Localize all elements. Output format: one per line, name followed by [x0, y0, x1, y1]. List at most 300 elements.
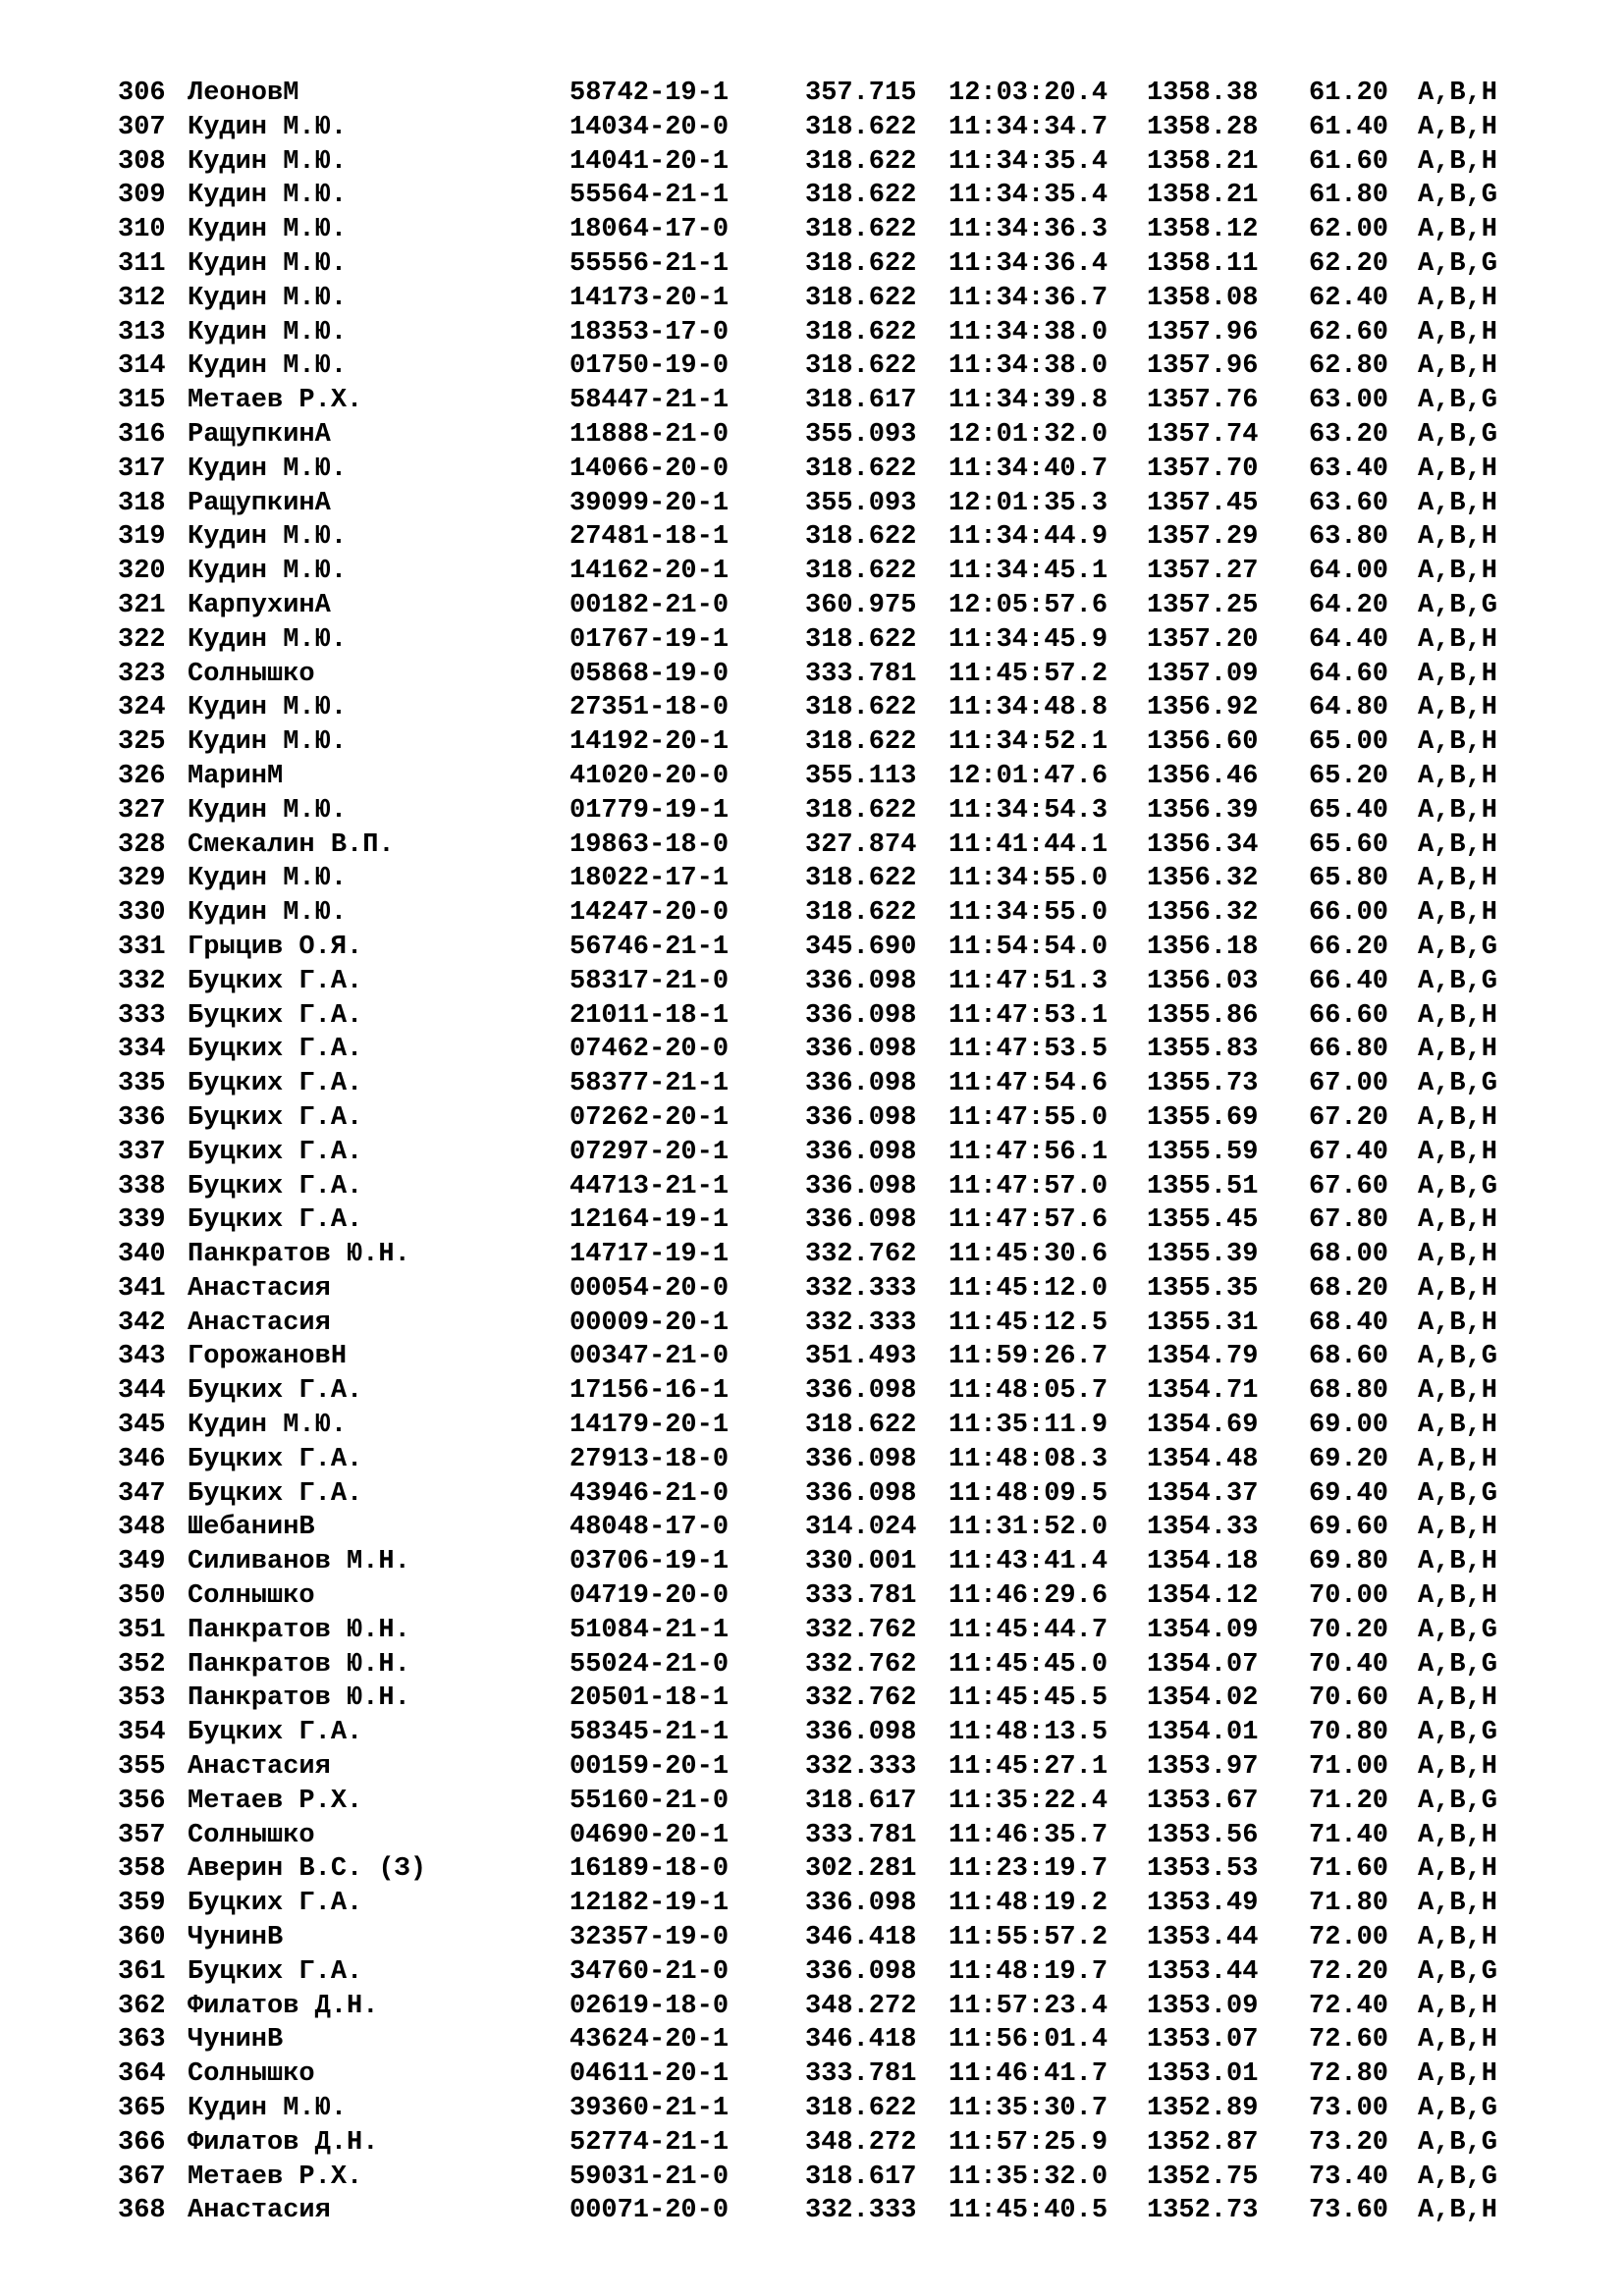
- place-number: 338: [118, 1171, 166, 1201]
- points: 66.80: [1309, 1035, 1389, 1065]
- distance: 318.622: [805, 522, 917, 553]
- distance: 357.715: [805, 79, 917, 108]
- ring-number: 34760-21-0: [569, 1956, 730, 1987]
- place-number: 309: [118, 181, 166, 211]
- distance: 318.622: [805, 317, 917, 347]
- classes: A,B,G: [1418, 419, 1498, 450]
- speed: 1352.87: [1147, 2127, 1259, 2158]
- arrival-time: 11:45:44.7: [948, 1615, 1109, 1645]
- classes: A,B,H: [1418, 864, 1498, 894]
- classes: A,B,H: [1418, 659, 1498, 689]
- classes: A,B,G: [1418, 1171, 1498, 1201]
- speed: 1354.12: [1147, 1581, 1259, 1612]
- place-number: 354: [118, 1718, 166, 1748]
- distance: 332.762: [805, 1615, 917, 1645]
- distance: 336.098: [805, 1889, 917, 1919]
- speed: 1355.35: [1147, 1273, 1259, 1304]
- classes: A,B,H: [1418, 1273, 1498, 1304]
- fancier-name: Кудин М.Ю.: [188, 2094, 348, 2124]
- arrival-time: 11:48:05.7: [948, 1376, 1109, 1407]
- distance: 346.418: [805, 2025, 917, 2056]
- place-number: 358: [118, 1854, 166, 1885]
- arrival-time: 11:56:01.4: [948, 2025, 1109, 2056]
- classes: A,B,G: [1418, 590, 1498, 620]
- points: 61.20: [1309, 79, 1389, 108]
- speed: 1355.45: [1147, 1205, 1259, 1236]
- ring-number: 14247-20-0: [569, 898, 730, 929]
- ring-number: 51084-21-1: [569, 1615, 730, 1645]
- place-number: 336: [118, 1102, 166, 1133]
- ring-number: 27481-18-1: [569, 522, 730, 553]
- ring-number: 00159-20-1: [569, 1752, 730, 1783]
- place-number: 334: [118, 1035, 166, 1065]
- arrival-time: 11:45:12.5: [948, 1308, 1109, 1338]
- ring-number: 07297-20-1: [569, 1137, 730, 1167]
- place-number: 335: [118, 1069, 166, 1099]
- arrival-time: 11:43:41.4: [948, 1547, 1109, 1577]
- classes: A,B,H: [1418, 761, 1498, 791]
- speed: 1357.27: [1147, 557, 1259, 587]
- arrival-time: 11:45:57.2: [948, 659, 1109, 689]
- classes: A,B,G: [1418, 2127, 1498, 2158]
- classes: A,B,G: [1418, 1786, 1498, 1816]
- points: 65.60: [1309, 829, 1389, 860]
- classes: A,B,G: [1418, 1956, 1498, 1987]
- fancier-name: Кудин М.Ю.: [188, 693, 348, 723]
- fancier-name: Кудин М.Ю.: [188, 454, 348, 484]
- distance: 332.762: [805, 1649, 917, 1680]
- arrival-time: 11:48:13.5: [948, 1718, 1109, 1748]
- place-number: 337: [118, 1137, 166, 1167]
- place-number: 368: [118, 2196, 166, 2226]
- arrival-time: 11:45:45.0: [948, 1649, 1109, 1680]
- classes: A,B,H: [1418, 1240, 1498, 1270]
- classes: A,B,H: [1418, 112, 1498, 142]
- points: 66.60: [1309, 1000, 1389, 1031]
- speed: 1354.79: [1147, 1342, 1259, 1372]
- ring-number: 14173-20-1: [569, 283, 730, 313]
- points: 63.40: [1309, 454, 1389, 484]
- points: 63.00: [1309, 386, 1389, 416]
- fancier-name: Панкратов Ю.Н.: [188, 1615, 410, 1645]
- place-number: 318: [118, 488, 166, 518]
- speed: 1356.46: [1147, 761, 1259, 791]
- points: 66.00: [1309, 898, 1389, 929]
- speed: 1353.44: [1147, 1956, 1259, 1987]
- speed: 1356.34: [1147, 829, 1259, 860]
- arrival-time: 11:47:53.5: [948, 1035, 1109, 1065]
- distance: 332.333: [805, 1273, 917, 1304]
- fancier-name: Кудин М.Ю.: [188, 727, 348, 758]
- ring-number: 58317-21-0: [569, 966, 730, 996]
- place-number: 339: [118, 1205, 166, 1236]
- speed: 1356.39: [1147, 795, 1259, 826]
- classes: A,B,H: [1418, 1547, 1498, 1577]
- speed: 1358.38: [1147, 79, 1259, 108]
- classes: A,B,H: [1418, 1752, 1498, 1783]
- ring-number: 14179-20-1: [569, 1411, 730, 1441]
- speed: 1358.28: [1147, 112, 1259, 142]
- points: 64.40: [1309, 624, 1389, 655]
- fancier-name: Кудин М.Ю.: [188, 557, 348, 587]
- arrival-time: 11:47:56.1: [948, 1137, 1109, 1167]
- place-number: 346: [118, 1444, 166, 1474]
- distance: 318.622: [805, 898, 917, 929]
- arrival-time: 11:31:52.0: [948, 1513, 1109, 1543]
- speed: 1358.21: [1147, 181, 1259, 211]
- distance: 318.622: [805, 693, 917, 723]
- arrival-time: 11:54:54.0: [948, 932, 1109, 962]
- points: 69.80: [1309, 1547, 1389, 1577]
- speed: 1355.73: [1147, 1069, 1259, 1099]
- classes: A,B,H: [1418, 1137, 1498, 1167]
- speed: 1356.32: [1147, 898, 1259, 929]
- classes: A,B,G: [1418, 1649, 1498, 1680]
- ring-number: 02619-18-0: [569, 1991, 730, 2021]
- arrival-time: 11:45:40.5: [948, 2196, 1109, 2226]
- distance: 360.975: [805, 590, 917, 620]
- fancier-name: Панкратов Ю.Н.: [188, 1240, 410, 1270]
- classes: A,B,G: [1418, 248, 1498, 279]
- arrival-time: 11:34:55.0: [948, 898, 1109, 929]
- ring-number: 14041-20-1: [569, 146, 730, 177]
- place-number: 311: [118, 248, 166, 279]
- ring-number: 00347-21-0: [569, 1342, 730, 1372]
- distance: 355.113: [805, 761, 917, 791]
- arrival-time: 11:46:35.7: [948, 1820, 1109, 1850]
- points: 61.40: [1309, 112, 1389, 142]
- speed: 1353.97: [1147, 1752, 1259, 1783]
- points: 71.00: [1309, 1752, 1389, 1783]
- classes: A,B,H: [1418, 1820, 1498, 1850]
- classes: A,B,H: [1418, 795, 1498, 826]
- fancier-name: ЧунинВ: [188, 2025, 284, 2056]
- ring-number: 12182-19-1: [569, 1889, 730, 1919]
- place-number: 325: [118, 727, 166, 758]
- speed: 1354.69: [1147, 1411, 1259, 1441]
- distance: 336.098: [805, 1444, 917, 1474]
- speed: 1355.69: [1147, 1102, 1259, 1133]
- classes: A,B,H: [1418, 454, 1498, 484]
- ring-number: 58447-21-1: [569, 386, 730, 416]
- points: 67.40: [1309, 1137, 1389, 1167]
- arrival-time: 11:57:25.9: [948, 2127, 1109, 2158]
- fancier-name: ЛеоновМ: [188, 79, 299, 108]
- place-number: 366: [118, 2127, 166, 2158]
- fancier-name: Солнышко: [188, 659, 315, 689]
- arrival-time: 11:34:45.9: [948, 624, 1109, 655]
- points: 62.00: [1309, 215, 1389, 245]
- fancier-name: Кудин М.Ю.: [188, 283, 348, 313]
- place-number: 348: [118, 1513, 166, 1543]
- ring-number: 55556-21-1: [569, 248, 730, 279]
- place-number: 364: [118, 2059, 166, 2090]
- points: 61.60: [1309, 146, 1389, 177]
- classes: A,B,H: [1418, 215, 1498, 245]
- points: 65.80: [1309, 864, 1389, 894]
- ring-number: 00009-20-1: [569, 1308, 730, 1338]
- fancier-name: Буцких Г.А.: [188, 1000, 363, 1031]
- place-number: 342: [118, 1308, 166, 1338]
- ring-number: 00182-21-0: [569, 590, 730, 620]
- classes: A,B,G: [1418, 966, 1498, 996]
- place-number: 329: [118, 864, 166, 894]
- classes: A,B,H: [1418, 1102, 1498, 1133]
- points: 68.20: [1309, 1273, 1389, 1304]
- classes: A,B,H: [1418, 1411, 1498, 1441]
- place-number: 314: [118, 351, 166, 382]
- classes: A,B,H: [1418, 522, 1498, 553]
- arrival-time: 11:48:19.7: [948, 1956, 1109, 1987]
- fancier-name: Солнышко: [188, 1581, 315, 1612]
- speed: 1355.59: [1147, 1137, 1259, 1167]
- points: 70.60: [1309, 1683, 1389, 1714]
- ring-number: 03706-19-1: [569, 1547, 730, 1577]
- speed: 1357.96: [1147, 351, 1259, 382]
- place-number: 365: [118, 2094, 166, 2124]
- place-number: 324: [118, 693, 166, 723]
- place-number: 361: [118, 1956, 166, 1987]
- points: 67.20: [1309, 1102, 1389, 1133]
- distance: 318.622: [805, 727, 917, 758]
- points: 73.60: [1309, 2196, 1389, 2226]
- ring-number: 52774-21-1: [569, 2127, 730, 2158]
- place-number: 360: [118, 1923, 166, 1953]
- speed: 1354.01: [1147, 1718, 1259, 1748]
- distance: 318.622: [805, 454, 917, 484]
- arrival-time: 11:45:30.6: [948, 1240, 1109, 1270]
- fancier-name: Кудин М.Ю.: [188, 864, 348, 894]
- arrival-time: 11:35:22.4: [948, 1786, 1109, 1816]
- ring-number: 39360-21-1: [569, 2094, 730, 2124]
- fancier-name: Буцких Г.А.: [188, 1137, 363, 1167]
- arrival-time: 11:35:32.0: [948, 2162, 1109, 2192]
- speed: 1354.07: [1147, 1649, 1259, 1680]
- fancier-name: Солнышко: [188, 1820, 315, 1850]
- distance: 336.098: [805, 1171, 917, 1201]
- ring-number: 32357-19-0: [569, 1923, 730, 1953]
- speed: 1353.67: [1147, 1786, 1259, 1816]
- place-number: 367: [118, 2162, 166, 2192]
- place-number: 316: [118, 419, 166, 450]
- arrival-time: 11:34:39.8: [948, 386, 1109, 416]
- place-number: 351: [118, 1615, 166, 1645]
- place-number: 306: [118, 79, 166, 108]
- points: 64.20: [1309, 590, 1389, 620]
- distance: 330.001: [805, 1547, 917, 1577]
- place-number: 355: [118, 1752, 166, 1783]
- fancier-name: Буцких Г.А.: [188, 1102, 363, 1133]
- distance: 327.874: [805, 829, 917, 860]
- speed: 1355.39: [1147, 1240, 1259, 1270]
- distance: 332.762: [805, 1683, 917, 1714]
- ring-number: 58742-19-1: [569, 79, 730, 108]
- place-number: 352: [118, 1649, 166, 1680]
- speed: 1355.51: [1147, 1171, 1259, 1201]
- classes: A,B,H: [1418, 1308, 1498, 1338]
- distance: 318.622: [805, 557, 917, 587]
- distance: 336.098: [805, 966, 917, 996]
- classes: A,B,H: [1418, 898, 1498, 929]
- speed: 1357.76: [1147, 386, 1259, 416]
- speed: 1358.21: [1147, 146, 1259, 177]
- classes: A,B,G: [1418, 932, 1498, 962]
- ring-number: 01767-19-1: [569, 624, 730, 655]
- arrival-time: 12:03:20.4: [948, 79, 1109, 108]
- classes: A,B,H: [1418, 1581, 1498, 1612]
- place-number: 350: [118, 1581, 166, 1612]
- ring-number: 18022-17-1: [569, 864, 730, 894]
- distance: 351.493: [805, 1342, 917, 1372]
- points: 62.40: [1309, 283, 1389, 313]
- place-number: 357: [118, 1820, 166, 1850]
- ring-number: 20501-18-1: [569, 1683, 730, 1714]
- speed: 1352.75: [1147, 2162, 1259, 2192]
- distance: 346.418: [805, 1923, 917, 1953]
- place-number: 310: [118, 215, 166, 245]
- fancier-name: Буцких Г.А.: [188, 1889, 363, 1919]
- points: 72.20: [1309, 1956, 1389, 1987]
- points: 61.80: [1309, 181, 1389, 211]
- speed: 1357.70: [1147, 454, 1259, 484]
- classes: A,B,H: [1418, 1683, 1498, 1714]
- arrival-time: 11:59:26.7: [948, 1342, 1109, 1372]
- points: 73.20: [1309, 2127, 1389, 2158]
- place-number: 313: [118, 317, 166, 347]
- points: 67.80: [1309, 1205, 1389, 1236]
- fancier-name: Буцких Г.А.: [188, 1035, 363, 1065]
- points: 66.20: [1309, 932, 1389, 962]
- speed: 1356.92: [1147, 693, 1259, 723]
- speed: 1357.74: [1147, 419, 1259, 450]
- distance: 355.093: [805, 419, 917, 450]
- classes: A,B,G: [1418, 1718, 1498, 1748]
- fancier-name: Буцких Г.А.: [188, 1718, 363, 1748]
- arrival-time: 12:01:32.0: [948, 419, 1109, 450]
- points: 71.40: [1309, 1820, 1389, 1850]
- fancier-name: Силиванов М.Н.: [188, 1547, 410, 1577]
- ring-number: 55564-21-1: [569, 181, 730, 211]
- place-number: 344: [118, 1376, 166, 1407]
- ring-number: 39099-20-1: [569, 488, 730, 518]
- arrival-time: 11:47:57.6: [948, 1205, 1109, 1236]
- fancier-name: РащупкинА: [188, 419, 331, 450]
- place-number: 321: [118, 590, 166, 620]
- arrival-time: 11:48:08.3: [948, 1444, 1109, 1474]
- fancier-name: Кудин М.Ю.: [188, 795, 348, 826]
- place-number: 349: [118, 1547, 166, 1577]
- speed: 1355.83: [1147, 1035, 1259, 1065]
- place-number: 327: [118, 795, 166, 826]
- arrival-time: 11:34:38.0: [948, 317, 1109, 347]
- speed: 1354.09: [1147, 1615, 1259, 1645]
- arrival-time: 12:01:35.3: [948, 488, 1109, 518]
- classes: A,B,H: [1418, 1513, 1498, 1543]
- place-number: 340: [118, 1240, 166, 1270]
- arrival-time: 11:34:36.7: [948, 283, 1109, 313]
- distance: 318.622: [805, 181, 917, 211]
- arrival-time: 11:34:35.4: [948, 146, 1109, 177]
- arrival-time: 11:35:30.7: [948, 2094, 1109, 2124]
- fancier-name: Анастасия: [188, 1752, 331, 1783]
- arrival-time: 11:45:12.0: [948, 1273, 1109, 1304]
- arrival-time: 11:34:54.3: [948, 795, 1109, 826]
- place-number: 323: [118, 659, 166, 689]
- fancier-name: Анастасия: [188, 1308, 331, 1338]
- classes: A,B,H: [1418, 351, 1498, 382]
- arrival-time: 11:55:57.2: [948, 1923, 1109, 1953]
- speed: 1357.25: [1147, 590, 1259, 620]
- arrival-time: 11:46:29.6: [948, 1581, 1109, 1612]
- fancier-name: Буцких Г.А.: [188, 1376, 363, 1407]
- ring-number: 43624-20-1: [569, 2025, 730, 2056]
- distance: 318.622: [805, 624, 917, 655]
- fancier-name: Смекалин В.П.: [188, 829, 395, 860]
- points: 63.60: [1309, 488, 1389, 518]
- place-number: 343: [118, 1342, 166, 1372]
- ring-number: 14034-20-0: [569, 112, 730, 142]
- fancier-name: Буцких Г.А.: [188, 1069, 363, 1099]
- classes: A,B,G: [1418, 2162, 1498, 2192]
- speed: 1353.53: [1147, 1854, 1259, 1885]
- place-number: 315: [118, 386, 166, 416]
- place-number: 362: [118, 1991, 166, 2021]
- place-number: 322: [118, 624, 166, 655]
- points: 64.60: [1309, 659, 1389, 689]
- classes: A,B,G: [1418, 1615, 1498, 1645]
- place-number: 326: [118, 761, 166, 791]
- arrival-time: 11:34:55.0: [948, 864, 1109, 894]
- ring-number: 55024-21-0: [569, 1649, 730, 1680]
- arrival-time: 11:57:23.4: [948, 1991, 1109, 2021]
- arrival-time: 11:41:44.1: [948, 829, 1109, 860]
- speed: 1354.48: [1147, 1444, 1259, 1474]
- ring-number: 05868-19-0: [569, 659, 730, 689]
- classes: A,B,H: [1418, 488, 1498, 518]
- speed: 1356.18: [1147, 932, 1259, 962]
- distance: 318.622: [805, 248, 917, 279]
- speed: 1357.96: [1147, 317, 1259, 347]
- classes: A,B,H: [1418, 693, 1498, 723]
- fancier-name: Кудин М.Ю.: [188, 351, 348, 382]
- ring-number: 11888-21-0: [569, 419, 730, 450]
- points: 65.00: [1309, 727, 1389, 758]
- distance: 348.272: [805, 2127, 917, 2158]
- fancier-name: Кудин М.Ю.: [188, 215, 348, 245]
- place-number: 347: [118, 1478, 166, 1509]
- place-number: 345: [118, 1411, 166, 1441]
- ring-number: 01750-19-0: [569, 351, 730, 382]
- fancier-name: РащупкинА: [188, 488, 331, 518]
- fancier-name: Метаев Р.Х.: [188, 2162, 363, 2192]
- speed: 1353.09: [1147, 1991, 1259, 2021]
- fancier-name: Буцких Г.А.: [188, 966, 363, 996]
- points: 71.80: [1309, 1889, 1389, 1919]
- ring-number: 14717-19-1: [569, 1240, 730, 1270]
- place-number: 319: [118, 522, 166, 553]
- ring-number: 27913-18-0: [569, 1444, 730, 1474]
- fancier-name: Панкратов Ю.Н.: [188, 1649, 410, 1680]
- distance: 336.098: [805, 1718, 917, 1748]
- points: 70.20: [1309, 1615, 1389, 1645]
- arrival-time: 11:34:45.1: [948, 557, 1109, 587]
- points: 62.80: [1309, 351, 1389, 382]
- distance: 336.098: [805, 1376, 917, 1407]
- distance: 336.098: [805, 1000, 917, 1031]
- place-number: 320: [118, 557, 166, 587]
- arrival-time: 11:34:35.4: [948, 181, 1109, 211]
- ring-number: 43946-21-0: [569, 1478, 730, 1509]
